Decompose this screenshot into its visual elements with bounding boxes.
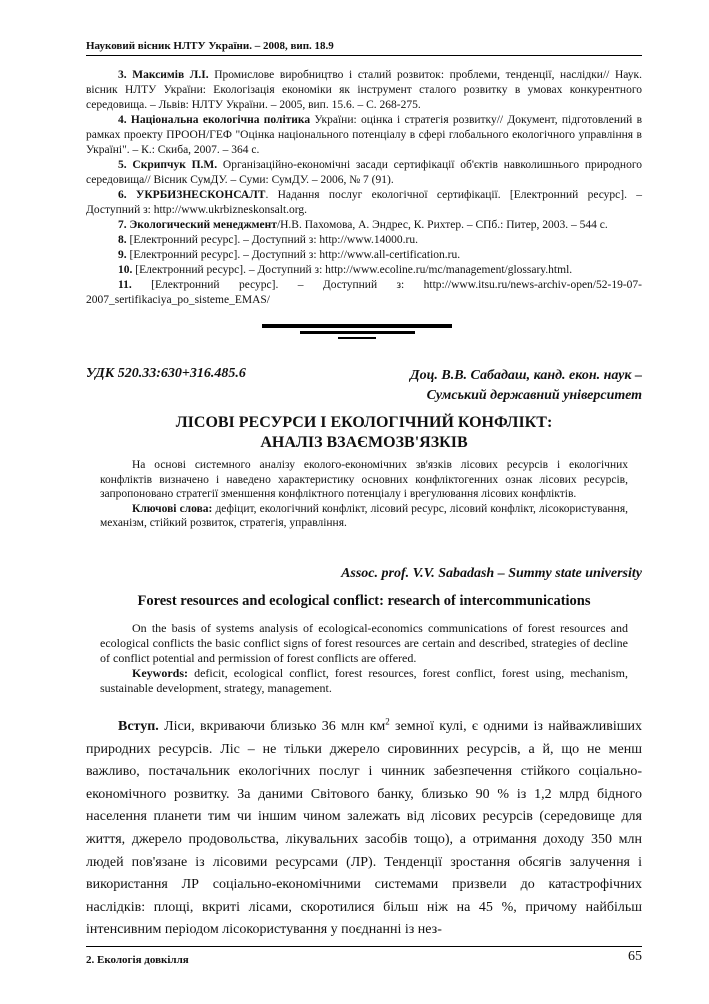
reference-item: 3. Максимів Л.І. Промислове виробництво і сталий розвиток: проблеми, тенденції, наслідки// Наук. вісник НЛТУ України: Екологізація економіки як інструмент сталого розвитку в умовах конкурентного середовища. – Львів: НЛТУ України. – 2005, вип. 15.6. – С. 268-275. — [86, 69, 642, 111]
section-divider-middle — [300, 331, 415, 334]
keywords-ua: Ключові слова: дефіцит, екологічний конфлікт, лісовий ресурс, лісовий конфлікт, лісокористування, механізм, стійкий розвиток, стратегія, управління. — [100, 502, 628, 529]
reference-item: 4. Національна екологічна політика України: оцінка і стратегія розвитку// Документ, підготовлений в рамках проекту ПРООН/ГЕФ "Оцінка національного потенціалу в сфері глобального екологічного управління в Україні". – К.: Скиба, 2007. – 364 с. — [86, 114, 642, 156]
reference-item: 6. УКРБИЗНЕСКОНСАЛТ. Надання послуг екологічної сертифікації. [Електронний ресурс]. – Доступний з: http://www.ukrbizneskonsalt.org. — [86, 189, 643, 216]
abstract-ua — [86, 458, 642, 531]
article-body — [86, 716, 642, 942]
running-header: Науковий вісник НЛТУ України. – 2008, вип. 18.9 — [86, 40, 642, 56]
abstract-en — [86, 621, 642, 696]
reference-item: 9. [Електронний ресурс]. – Доступний з: http://www.all-certification.ru. — [118, 249, 461, 261]
page-footer — [86, 946, 642, 968]
keywords-en: Keywords: deficit, ecological conflict, forest resources, forest conflict, forest using, mechanism, sustainable development, strategy, management. — [100, 666, 628, 695]
reference-item: 7. Экологический менеджмент/Н.В. Пахомова, А. Эндрес, К. Рихтер. – СПб.: Питер, 2003. – 544 с. — [118, 219, 608, 231]
page-number: 65 — [628, 949, 642, 964]
abstract-en-text: On the basis of systems analysis of ecological-economics communications of forest resources and ecological conflicts the basic conflict signs of forest resources are certain and described, strategies of decline of conflict potential and permission of forest conflicts are offered. — [100, 621, 628, 665]
article-title-ua: ЛІСОВІ РЕСУРСИ І ЕКОЛОГІЧНИЙ КОНФЛІКТ: АНАЛІЗ ВЗАЄМОЗВ'ЯЗКІВ — [175, 414, 553, 451]
udk-code: УДК 520.33:630+316.485.6 — [86, 366, 246, 381]
footer-section-title: 2. Екологія довкілля — [86, 954, 189, 966]
author-affiliation-en: Assoc. prof. V.V. Sabadash – Summy state university — [341, 566, 642, 581]
reference-item: 10. [Електронний ресурс]. – Доступний з: http://www.ecoline.ru/mc/management/glossary.html. — [118, 264, 573, 276]
reference-item: 5. Скрипчук П.М. Організаційно-економічні засади сертифікації об'єктів навколишнього природного середовища// Вісник СумДУ. – Суми: СумДУ. – 2006, № 7 (91). — [86, 159, 642, 186]
article-title-en: Forest resources and ecological conflict: research of intercommunications — [137, 593, 591, 609]
author-name-ua: Доц. В.В. Сабадаш, канд. екон. наук – — [410, 368, 642, 383]
author-affiliation-ua — [312, 366, 642, 406]
section-divider-top — [262, 324, 452, 328]
reference-item: 8. [Електронний ресурс]. – Доступний з: http://www.14000.ru. — [118, 234, 419, 246]
reference-item: 11. [Електронний ресурс]. – Доступний з: http://www.itsu.ru/news-archiv-open/52-19-07-2007_sertifikaciya_po_sisteme_EMAS/ — [86, 279, 642, 306]
abstract-ua-text: На основі системного аналізу еколого-економічних зв'язків лісових ресурсів і екологічних конфліктів визначено і наведено характеристику основних конфліктогенних ознак лісових ресурсів, запропоновано стратегії зменшення конфліктного потенціалу і врегулювання лісових конфліктів. — [100, 459, 628, 500]
reference-list — [86, 68, 642, 308]
section-divider-bottom — [338, 337, 376, 339]
intro-paragraph: Вступ. Ліси, вкриваючи близько 36 млн $км^2$ земної кулі, є одними із найважливіших природних ресурсів. Ліс – не тільки джерело сировинних ресурсів, а й, що не менш важливо, постачальник екологічних послуг і чинник забезпечення стійкого соціально-економічного розвитку. За даними Світового банку, близько 90 % із 1,2 млрд бідного населення планети тим чи іншим чином залежать від лісових ресурсів (середовище для життя, джерело продовольства, лікувальних засобів тощо), а отримання доходу 350 млн людей пов'язане із лісовими ресурсами (ЛР). Тенденції зростання обсягів залучення і використання ЛР соціально-економічними системами призвели до катастрофічних наслідків: площі, вкриті лісами, скоротилися більш ніж на 45 %, причому найбільш інтенсивним періодом лісокористування у поєднанні із нез- — [86, 716, 642, 938]
author-university-ua: Сумський державний університет — [426, 388, 642, 403]
